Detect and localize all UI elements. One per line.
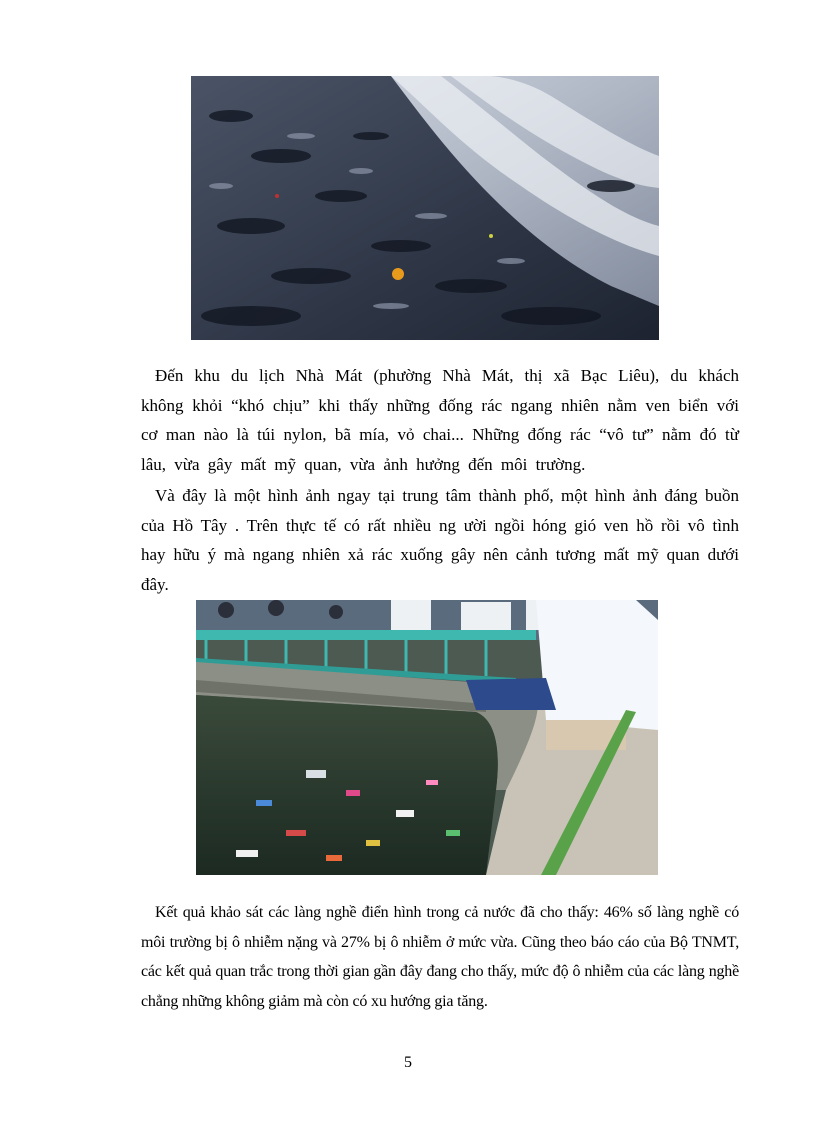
paragraph-nha-mat (141, 361, 739, 479)
paragraph-survey-results (141, 898, 739, 1016)
paragraph-text: Kết quả khảo sát các làng nghề điển hình trong cả nước đã cho thấy: 46% số làng nghề có môi trường bị ô nhiễm nặng và 27% bị ô nhiễm ở mức vừa. Cũng theo báo cáo của Bộ TNMT, các kết quả quan trắc trong thời gian gần đây đang cho thấy, mức độ ô nhiễm của các làng nghề chẳng những không giảm mà còn có xu hướng gia tăng. (141, 904, 739, 1010)
paragraph-text: Đến khu du lịch Nhà Mát (phường Nhà Mát, thị xã Bạc Liêu), du khách không khỏi “khó chịu” khi thấy những đống rác ngang nhiên nằm ven biển với cơ man nào là túi nylon, bã mía, vỏ chai... Những đống rác “vô tư” nằm đó từ lâu, vừa gây mất mỹ quan, vừa ảnh hưởng đến môi trường. (141, 366, 739, 474)
page-number: 5 (404, 1054, 412, 1071)
paragraph-ho-tay (141, 481, 739, 599)
paragraph-text: Và đây là một hình ảnh ngay tại trung tâm thành phố, một hình ảnh đáng buồn của Hồ Tây . Trên thực tế có rất nhiều ng ười ngồi hóng gió ven hồ rồi vô tình hay hữu ý mà ngang nhiên xả rác xuống gây nên cảnh tương mất mỹ quan dưới đây. (141, 486, 739, 594)
lake-litter-photo (196, 600, 658, 875)
beach-litter-photo (191, 76, 659, 340)
